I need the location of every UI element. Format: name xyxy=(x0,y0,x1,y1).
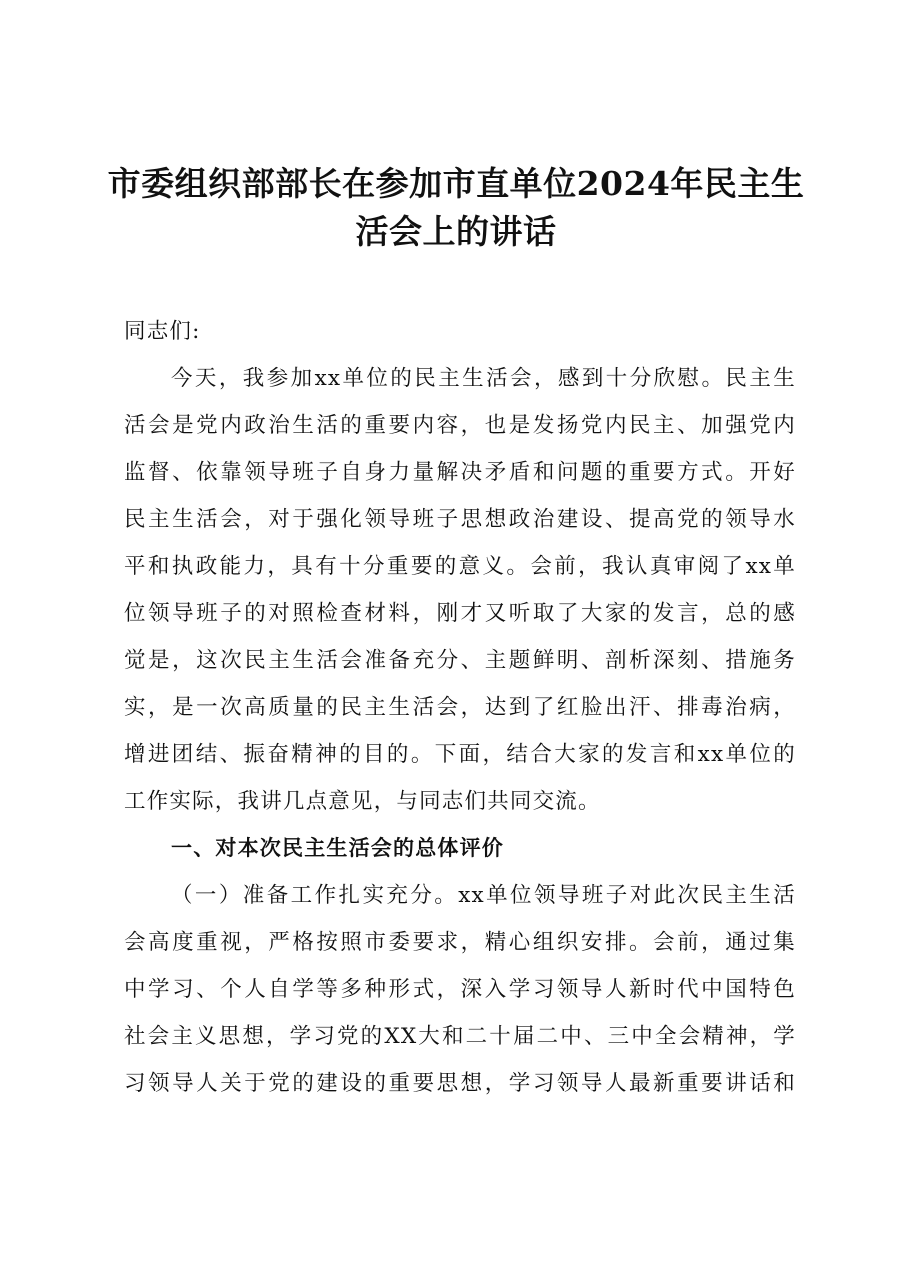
paragraph-line: （一）准备工作扎实充分。xx单位领导班子对此次民主生活 xyxy=(171,883,796,908)
paragraph-line: 社会主义思想，学习党的XX大和二十届二中、三中全会精神，学 xyxy=(124,1024,796,1049)
paragraph-line: 平和执政能力，具有十分重要的意义。会前，我认真审阅了xx单 xyxy=(124,554,796,579)
paragraph-1 xyxy=(124,355,796,825)
title-line-2: 活会上的讲话 xyxy=(355,212,557,251)
paragraph-line: 活会是党内政治生活的重要内容，也是发扬党内民主、加强党内 xyxy=(124,413,796,438)
paragraph-line: 增进团结、振奋精神的目的。下面，结合大家的发言和xx单位的 xyxy=(124,742,796,767)
paragraph-2 xyxy=(124,872,796,1107)
paragraph-line: 习领导人关于党的建设的重要思想，学习领导人最新重要讲话和 xyxy=(124,1071,796,1096)
paragraph-line: 会高度重视，严格按照市委要求，精心组织安排。会前，通过集 xyxy=(124,930,796,955)
document-body xyxy=(124,308,796,1107)
paragraph-line: 民主生活会，对于强化领导班子思想政治建设、提高党的领导水 xyxy=(124,507,796,532)
paragraph-line: 今天，我参加xx单位的民主生活会，感到十分欣慰。民主生 xyxy=(171,366,796,391)
paragraph-line: 工作实际，我讲几点意见，与同志们共同交流。 xyxy=(124,789,601,814)
paragraph-line: 位领导班子的对照检查材料，刚才又听取了大家的发言，总的感 xyxy=(124,601,796,626)
paragraph-line: 实，是一次高质量的民主生活会，达到了红脸出汗、排毒治病， xyxy=(124,695,796,720)
paragraph-line: 中学习、个人自学等多种形式，深入学习领导人新时代中国特色 xyxy=(124,977,796,1002)
paragraph-line: 觉是，这次民主生活会准备充分、主题鲜明、剖析深刻、措施务 xyxy=(124,648,796,673)
paragraph-line: 监督、依靠领导班子自身力量解决矛盾和问题的重要方式。开好 xyxy=(124,460,796,485)
salutation: 同志们: xyxy=(124,319,201,344)
section-heading: 一、对本次民主生活会的总体评价 xyxy=(171,836,504,860)
title-line-1: 市委组织部部长在参加市直单位2024年民主生 xyxy=(107,164,805,203)
document-title xyxy=(100,160,812,256)
